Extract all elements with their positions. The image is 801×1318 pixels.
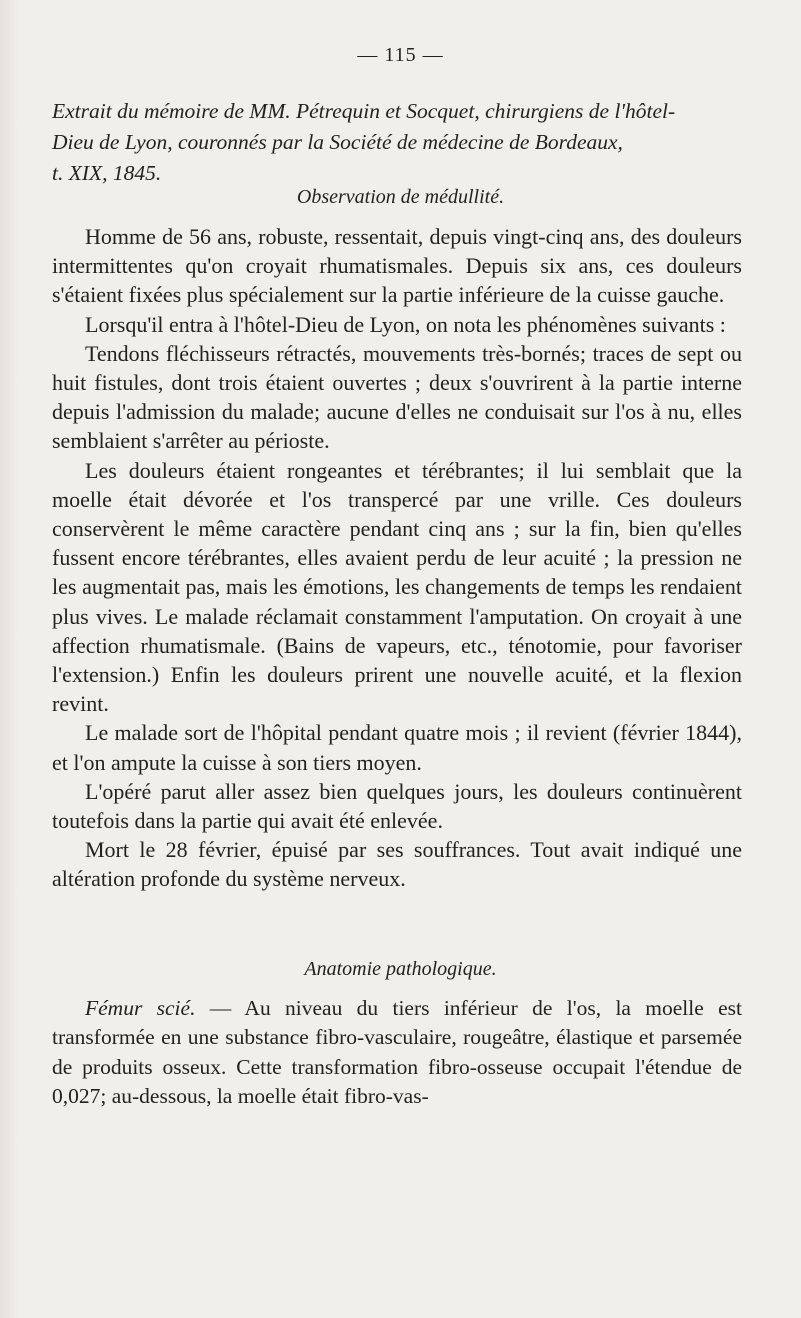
page-number: — 115 — xyxy=(357,44,444,66)
paragraph-pain: Les douleurs étaient rongeantes et térébrantes; il lui semblait que la moelle était dévorée et l'os transpercé par une vrille. Ces douleurs conservèrent le même caractère pendant cinq ans ; sur la fin, bien qu'elles fussent encore térébrantes, elles avaient perdu de leur acuité ; la pression ne les augmentait pas, mais les émotions, les changements de temps les rendaient plus vives. Le malade réclamait constamment l'amputation. On croyait à une affection rhumatismale. (Bains de vapeurs, etc., ténotomie, pour favoriser l'extension.) Enfin les douleurs prirent une nouvelle acuité, et la flexion revint. xyxy=(52,457,742,717)
citation-line-2: Dieu de Lyon, couronnés par la Société de médecine de Bordeaux, xyxy=(52,130,623,154)
paragraph-postoperative: L'opéré parut aller assez bien quelques jours, les douleurs continuèrent toutefois dans la partie qui avait été enlevée. xyxy=(52,778,742,834)
observation-title: Observation de médullité. xyxy=(296,186,505,208)
citation-line-1: Extrait du mémoire de MM. Pétrequin et Socquet, chirurgiens de l'hôtel- xyxy=(52,99,676,123)
paragraph-symptoms: Tendons fléchisseurs rétractés, mouvements très-bornés; traces de sept ou huit fistules, dont trois étaient ouvertes ; deux s'ouvrirent à la partie interne depuis l'admission du malade; aucune d'elles ne conduisait sur l'os à nu, elles semblaient s'arrêter au périoste. xyxy=(52,340,742,454)
femur-description: — Au niveau du tiers inférieur de l'os, la moelle est transformée en une substance fibro-vasculaire, rougeâtre, élastique et parsemée de produits osseux. Cette transformation fibro-osseuse occupait l'étendue de 0,027; au-dessous, la moelle était fibro-vas- xyxy=(52,996,742,1109)
paragraph-admission: Lorsqu'il entra à l'hôtel-Dieu de Lyon, on nota les phénomènes suivants : xyxy=(85,311,726,337)
paragraph-patient-history: Homme de 56 ans, robuste, ressentait, depuis vingt-cinq ans, des douleurs intermittentes qu'on croyait rhumatismales. Depuis six ans, ces douleurs s'étaient fixées plus spécialement sur la partie inférieure de la cuisse gauche. xyxy=(52,224,742,308)
observation-body xyxy=(52,222,742,894)
source-citation xyxy=(52,96,742,189)
anatomy-title: Anatomie pathologique. xyxy=(304,958,497,980)
paragraph-amputation: Le malade sort de l'hôpital pendant quatre mois ; il revient (février 1844), et l'on ampute la cuisse à son tiers moyen. xyxy=(52,720,742,775)
anatomy-body xyxy=(52,994,742,1112)
citation-line-3: t. XIX, 1845. xyxy=(52,161,162,185)
paragraph-death: Mort le 28 février, épuisé par ses souffrances. Tout avait indiqué une altération profonde du système nerveux. xyxy=(52,837,742,892)
paragraph-femur xyxy=(52,994,742,1112)
femur-lead: Fémur scié. xyxy=(85,996,196,1020)
